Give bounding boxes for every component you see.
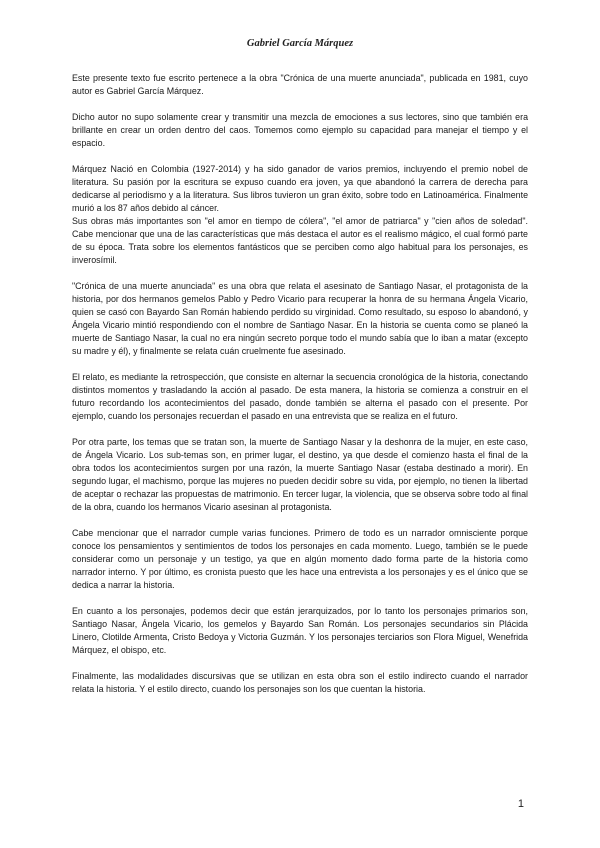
page-number: 1 (517, 798, 524, 810)
paragraph-retrospection: El relato, es mediante la retrospección, que consiste en alternar la secuencia cronológica de la historia, conectando distintos momentos y trasladando la acción al pasado. De esta manera, la historia se comienza a construir en el futuro recordando los acontecimientos del pasado, donde también se alterna el pasado con el presente. Por ejemplo, cuando los personajes recuerdan el pasado en una entrevista que se realiza en el futuro. (72, 372, 528, 421)
paragraph-themes: Por otra parte, los temas que se tratan son, la muerte de Santiago Nasar y la deshonra de la mujer, en este caso, de Ángela Vicario. Los sub-temas son, en primer lugar, el destino, ya que desde el comienzo hasta el final de la obra todos los acontecimientos surgen por una razón, la muerte Santiago Nasar (estaba destinado a morir). En segundo lugar, el machismo, porque las mujeres no pueden decidir sobre su vida, por ejemplo, no tienen la libertad de aceptar o rechazar las propuestas de matrimonio. En tercer lugar, la violencia, que se observa sobre todo al final de la obra, cuando los hermanos Vicario asesinan al protagonista. (72, 437, 528, 512)
paragraph-intro: Este presente texto fue escrito pertenece a la obra "Crónica de una muerte anunciada", publicada en 1981, cuyo autor es Gabriel García Márquez. (72, 73, 528, 96)
paragraph-author-skill: Dicho autor no supo solamente crear y transmitir una mezcla de emociones a sus lectores, sino que también era brillante en crear un orden dentro del caos. Tomemos como ejemplo su capacidad para manejar el tiempo y el espacio. (72, 112, 528, 148)
paragraph-narrator: Cabe mencionar que el narrador cumple varias funciones. Primero de todo es un narrador omnisciente porque conoce los pensamientos y sentimientos de todos los personajes en cada momento. Luego, también se le puede considerar como un personaje y un testigo, ya que en algún momento dado forma parte de la historia como narrador interno. Y por último, es cronista puesto que les hace una entrevista a los personajes y es el único que se dedica a narrar la historia. (72, 528, 528, 590)
paragraph-works: Sus obras más importantes son "el amor en tiempo de cólera", "el amor de patriarca" y "cien años de soledad". Cabe mencionar que una de las características que más destaca el autor es el realismo mágico, el cual formó parte de su época. Trata sobre los elementos fantásticos que se perciben como algo habitual para los personajes, es inverosímil. (72, 216, 528, 265)
document-body (72, 72, 528, 709)
paragraph-plot: "Crónica de una muerte anunciada" es una obra que relata el asesinato de Santiago Nasar, el protagonista de la historia, por dos hermanos gemelos Pablo y Pedro Vicario para recuperar la honra de su hermana Ángela Vicario, quien se casó con Bayardo San Román habiendo perdido su virginidad. Como resultado, su esposo lo abandonó, y Ángela Vicario mintió respondiendo con el nombre de Santiago Nasar. En la historia se cuenta como se planeó la muerte de Santiago Nasar, la cual no era ningún secreto porque todo el mundo sabía que lo iban a matar (excepto su madre y él), y finalmente se relata cuán cruelmente fue asesinado. (72, 281, 528, 356)
page-header-author: Gabriel García Márquez (246, 38, 354, 49)
paragraph-discourse: Finalmente, las modalidades discursivas que se utilizan en esta obra son el estilo indirecto cuando el narrador relata la historia. Y el estilo directo, cuando los personajes son los que cuentan la historia. (72, 671, 528, 694)
paragraph-characters: En cuanto a los personajes, podemos decir que están jerarquizados, por lo tanto los personajes primarios son, Santiago Nasar, Ángela Vicario, los gemelos y Bayardo San Román. Los personajes secundarios sin Plácida Linero, Clotilde Armenta, Cristo Bedoya y Victoria Guzmán. Y los personajes terciarios son Flora Miguel, Wenefrida Márquez, el obispo, etc. (72, 606, 528, 655)
paragraph-biography: Márquez Nació en Colombia (1927-2014) y ha sido ganador de varios premios, incluyendo el premio nobel de literatura. Su pasión por la escritura se expuso cuando era joven, ya que abandonó la carrera de derecha para dedicarse al periodismo y a la literatura. Sus libros tuvieron un gran éxito, sobre todo en Latinoamérica. Finalmente murió a los 87 años debido al cáncer. (72, 164, 528, 213)
